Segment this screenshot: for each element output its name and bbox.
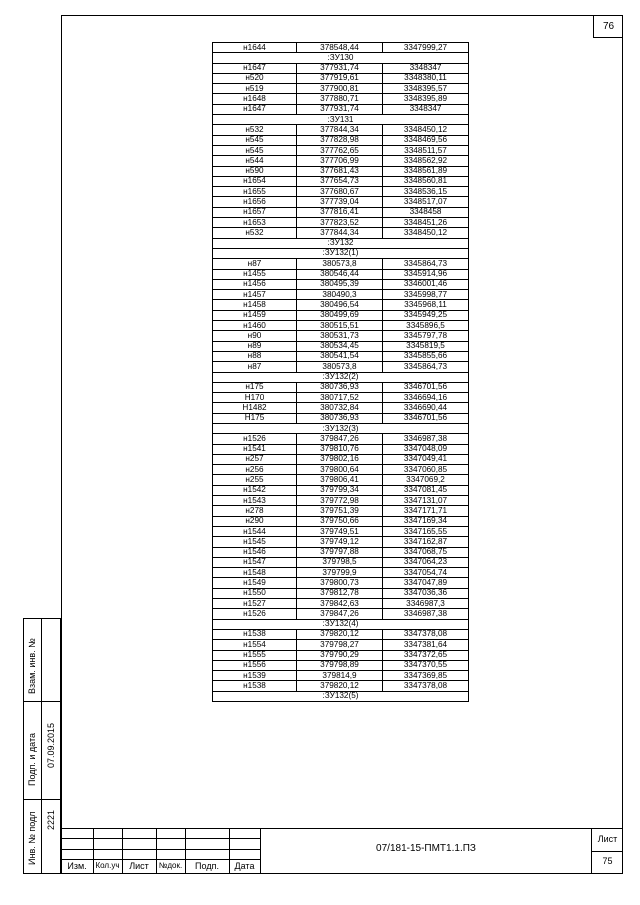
section-header-row xyxy=(213,238,469,248)
coord-y: 3347369,85 xyxy=(383,671,469,681)
point-name: н1456 xyxy=(213,279,297,289)
point-name: н1647 xyxy=(213,63,297,73)
coord-y: 3347169,34 xyxy=(383,516,469,526)
point-name: н1460 xyxy=(213,321,297,331)
section-label: :ЗУ132 xyxy=(213,238,469,248)
table-row xyxy=(213,454,469,464)
section-label: :ЗУ132(3) xyxy=(213,423,469,433)
coord-y: 3346987,3 xyxy=(383,599,469,609)
coord-y: 3345864,73 xyxy=(383,259,469,269)
header-podp: Подп. xyxy=(195,861,219,871)
coord-x: 380546,44 xyxy=(297,269,383,279)
coord-y: 3348536,15 xyxy=(383,187,469,197)
coord-y: 3348395,57 xyxy=(383,84,469,94)
table-row xyxy=(213,485,469,495)
point-name: н590 xyxy=(213,166,297,176)
point-name: н519 xyxy=(213,84,297,94)
inv-value: 2221 xyxy=(46,809,56,830)
coord-x: 379800,73 xyxy=(297,578,383,588)
point-name: н90 xyxy=(213,331,297,341)
coord-y: 3348450,12 xyxy=(383,125,469,135)
coord-y: 3347171,71 xyxy=(383,506,469,516)
table-row xyxy=(213,166,469,176)
coord-x: 377654,73 xyxy=(297,176,383,186)
document-code: 07/181-15-ПМТ1.1.ПЗ xyxy=(376,843,476,854)
coord-y: 3345949,25 xyxy=(383,310,469,320)
inv-label: Инв. № подл xyxy=(27,811,37,865)
point-name: н278 xyxy=(213,506,297,516)
coord-y: 3348395,89 xyxy=(383,94,469,104)
table-row xyxy=(213,290,469,300)
coord-y: 3348562,92 xyxy=(383,156,469,166)
table-row xyxy=(213,629,469,639)
point-name: н1526 xyxy=(213,609,297,619)
point-name: н89 xyxy=(213,341,297,351)
coord-y: 3346987,38 xyxy=(383,609,469,619)
coord-x: 379810,76 xyxy=(297,444,383,454)
point-name: н1539 xyxy=(213,671,297,681)
coord-y: 3346701,56 xyxy=(383,413,469,423)
point-name: н1457 xyxy=(213,290,297,300)
coord-x: 379820,12 xyxy=(297,629,383,639)
coord-y: 3347047,89 xyxy=(383,578,469,588)
table-row xyxy=(213,599,469,609)
point-name: н1653 xyxy=(213,218,297,228)
coord-x: 379799,34 xyxy=(297,485,383,495)
coord-x: 377900,81 xyxy=(297,84,383,94)
coord-x: 377931,74 xyxy=(297,63,383,73)
point-name: н1455 xyxy=(213,269,297,279)
podp-label: Подп. и дата xyxy=(27,732,37,786)
coord-y: 3347048,09 xyxy=(383,444,469,454)
table-row xyxy=(213,321,469,331)
point-name: Н170 xyxy=(213,393,297,403)
coord-x: 377844,34 xyxy=(297,228,383,238)
coord-x: 379842,63 xyxy=(297,599,383,609)
point-name: н1546 xyxy=(213,547,297,557)
coord-x: 380534,45 xyxy=(297,341,383,351)
coord-y: 3345968,11 xyxy=(383,300,469,310)
table-row xyxy=(213,393,469,403)
point-name: н544 xyxy=(213,156,297,166)
coord-x: 379820,12 xyxy=(297,681,383,691)
header-data: Дата xyxy=(234,861,255,871)
table-row xyxy=(213,382,469,392)
section-header-row xyxy=(213,619,469,629)
coord-x: 379797,88 xyxy=(297,547,383,557)
coord-x: 379750,66 xyxy=(297,516,383,526)
coord-x: 380736,93 xyxy=(297,413,383,423)
coord-x: 380499,69 xyxy=(297,310,383,320)
coord-y: 3346694,16 xyxy=(383,393,469,403)
sheet-label: Лист xyxy=(597,834,618,844)
coord-y: 3346987,38 xyxy=(383,434,469,444)
table-row xyxy=(213,588,469,598)
table-row xyxy=(213,506,469,516)
coord-x: 380531,73 xyxy=(297,331,383,341)
coord-x: 379798,89 xyxy=(297,660,383,670)
coord-y: 3345914,96 xyxy=(383,269,469,279)
coord-y: 3346690,44 xyxy=(383,403,469,413)
coord-y: 3345797,78 xyxy=(383,331,469,341)
point-name: н1657 xyxy=(213,207,297,217)
podp-date: 07.09.2015 xyxy=(46,722,56,768)
table-row xyxy=(213,187,469,197)
coord-x: 377680,67 xyxy=(297,187,383,197)
point-name: н257 xyxy=(213,454,297,464)
coord-x: 379790,29 xyxy=(297,650,383,660)
point-name: н1459 xyxy=(213,310,297,320)
coord-x: 377844,34 xyxy=(297,125,383,135)
coord-x: 379798,27 xyxy=(297,640,383,650)
coord-x: 377823,52 xyxy=(297,218,383,228)
point-name: н1555 xyxy=(213,650,297,660)
sheet-number: 75 xyxy=(602,856,613,866)
table-row xyxy=(213,475,469,485)
coord-y: 3347131,07 xyxy=(383,496,469,506)
table-row xyxy=(213,568,469,578)
point-name: н1538 xyxy=(213,629,297,639)
point-name: н290 xyxy=(213,516,297,526)
table-row xyxy=(213,145,469,155)
coord-y: 3348450,12 xyxy=(383,228,469,238)
table-row xyxy=(213,465,469,475)
section-header-row xyxy=(213,691,469,701)
coord-y: 3347081,45 xyxy=(383,485,469,495)
coord-y: 3348469,56 xyxy=(383,135,469,145)
point-name: н1648 xyxy=(213,94,297,104)
table-row xyxy=(213,547,469,557)
section-header-row xyxy=(213,248,469,258)
coord-x: 379749,12 xyxy=(297,537,383,547)
section-header-row xyxy=(213,423,469,433)
coord-y: 3348347 xyxy=(383,104,469,114)
coord-x: 378548,44 xyxy=(297,43,383,53)
table-row xyxy=(213,537,469,547)
table-row xyxy=(213,351,469,361)
point-name: н87 xyxy=(213,259,297,269)
point-name: н1548 xyxy=(213,568,297,578)
coord-x: 380573,8 xyxy=(297,259,383,269)
coord-y: 3348517,07 xyxy=(383,197,469,207)
point-name: н545 xyxy=(213,135,297,145)
coord-y: 3347378,08 xyxy=(383,681,469,691)
table-row xyxy=(213,362,469,372)
vzam-label: Взам. инв. № xyxy=(27,638,37,694)
coord-x: 379802,16 xyxy=(297,454,383,464)
point-name: н545 xyxy=(213,145,297,155)
point-name: н1541 xyxy=(213,444,297,454)
table-row xyxy=(213,526,469,536)
point-name: Н175 xyxy=(213,413,297,423)
coord-y: 3347381,64 xyxy=(383,640,469,650)
table-row xyxy=(213,259,469,269)
table-row xyxy=(213,516,469,526)
coord-x: 377762,65 xyxy=(297,145,383,155)
section-label: :ЗУ131 xyxy=(213,115,469,125)
point-name: н1545 xyxy=(213,537,297,547)
coord-x: 379749,51 xyxy=(297,526,383,536)
coord-y: 3347165,55 xyxy=(383,526,469,536)
coord-x: 380736,93 xyxy=(297,382,383,392)
point-name: Н1482 xyxy=(213,403,297,413)
coord-y: 3347068,75 xyxy=(383,547,469,557)
table-row xyxy=(213,681,469,691)
coord-y: 3348560,81 xyxy=(383,176,469,186)
coord-y: 3345998,77 xyxy=(383,290,469,300)
table-row xyxy=(213,73,469,83)
coord-x: 377919,61 xyxy=(297,73,383,83)
coord-x: 380573,8 xyxy=(297,362,383,372)
point-name: н1550 xyxy=(213,588,297,598)
point-name: н256 xyxy=(213,465,297,475)
coord-x: 379812,78 xyxy=(297,588,383,598)
point-name: н1547 xyxy=(213,557,297,567)
title-block xyxy=(61,828,623,874)
header-list: Лист xyxy=(129,861,149,871)
point-name: н1655 xyxy=(213,187,297,197)
coord-y: 3347162,87 xyxy=(383,537,469,547)
point-name: н532 xyxy=(213,228,297,238)
table-row xyxy=(213,228,469,238)
coord-y: 3348380,11 xyxy=(383,73,469,83)
point-name: н1556 xyxy=(213,660,297,670)
point-name: н520 xyxy=(213,73,297,83)
section-label: :ЗУ132(5) xyxy=(213,691,469,701)
table-row xyxy=(213,640,469,650)
coord-x: 377816,41 xyxy=(297,207,383,217)
coord-y: 3348451,26 xyxy=(383,218,469,228)
coord-y: 3347372,65 xyxy=(383,650,469,660)
table-row xyxy=(213,104,469,114)
header-izm: Изм. xyxy=(67,861,87,871)
coord-y: 3347064,23 xyxy=(383,557,469,567)
coord-y: 3348347 xyxy=(383,63,469,73)
coord-x: 380495,39 xyxy=(297,279,383,289)
coord-y: 3347378,08 xyxy=(383,629,469,639)
page-number-top: 76 xyxy=(593,15,623,38)
table-row xyxy=(213,403,469,413)
table-row xyxy=(213,331,469,341)
coord-y: 3348458 xyxy=(383,207,469,217)
coord-x: 380717,52 xyxy=(297,393,383,403)
point-name: н1644 xyxy=(213,43,297,53)
table-row xyxy=(213,310,469,320)
point-name: н1526 xyxy=(213,434,297,444)
table-row xyxy=(213,156,469,166)
table-row xyxy=(213,125,469,135)
point-name: н1647 xyxy=(213,104,297,114)
table-row xyxy=(213,660,469,670)
table-row xyxy=(213,444,469,454)
side-stamp xyxy=(23,618,61,874)
point-name: н1549 xyxy=(213,578,297,588)
section-header-row xyxy=(213,372,469,382)
coord-x: 379772,98 xyxy=(297,496,383,506)
coord-x: 380496,54 xyxy=(297,300,383,310)
point-name: н175 xyxy=(213,382,297,392)
table-row xyxy=(213,671,469,681)
table-row xyxy=(213,300,469,310)
point-name: н1554 xyxy=(213,640,297,650)
coord-y: 3345819,5 xyxy=(383,341,469,351)
table-row xyxy=(213,434,469,444)
point-name: н1538 xyxy=(213,681,297,691)
table-row xyxy=(213,496,469,506)
coord-y: 3348561,89 xyxy=(383,166,469,176)
table-row xyxy=(213,135,469,145)
point-name: н1458 xyxy=(213,300,297,310)
coord-y: 3347036,36 xyxy=(383,588,469,598)
section-label: :ЗУ130 xyxy=(213,53,469,63)
coord-x: 377880,71 xyxy=(297,94,383,104)
coord-y: 3347060,85 xyxy=(383,465,469,475)
coord-y: 3346001,46 xyxy=(383,279,469,289)
point-name: н87 xyxy=(213,362,297,372)
coord-y: 3348511,57 xyxy=(383,145,469,155)
coord-y: 3347999,27 xyxy=(383,43,469,53)
table-row xyxy=(213,269,469,279)
section-header-row xyxy=(213,53,469,63)
table-row xyxy=(213,341,469,351)
coord-x: 377931,74 xyxy=(297,104,383,114)
table-row xyxy=(213,84,469,94)
table-row xyxy=(213,578,469,588)
table-row xyxy=(213,413,469,423)
coord-x: 379847,26 xyxy=(297,434,383,444)
coord-x: 379814,9 xyxy=(297,671,383,681)
coord-y: 3347054,74 xyxy=(383,568,469,578)
coord-y: 3347049,41 xyxy=(383,454,469,464)
coord-x: 380541,54 xyxy=(297,351,383,361)
table-row xyxy=(213,609,469,619)
point-name: н1544 xyxy=(213,526,297,536)
coord-x: 377828,98 xyxy=(297,135,383,145)
coord-y: 3347370,55 xyxy=(383,660,469,670)
header-ndok: №док. xyxy=(158,861,183,870)
coord-x: 380490,3 xyxy=(297,290,383,300)
section-label: :ЗУ132(4) xyxy=(213,619,469,629)
table-row xyxy=(213,43,469,53)
table-row xyxy=(213,218,469,228)
table-row xyxy=(213,207,469,217)
coord-y: 3347069,2 xyxy=(383,475,469,485)
coord-y: 3345864,73 xyxy=(383,362,469,372)
section-label: :ЗУ132(1) xyxy=(213,248,469,258)
point-name: н1654 xyxy=(213,176,297,186)
table-row xyxy=(213,279,469,289)
coord-x: 379847,26 xyxy=(297,609,383,619)
coord-x: 377681,43 xyxy=(297,166,383,176)
table-row xyxy=(213,557,469,567)
point-name: н1543 xyxy=(213,496,297,506)
point-name: н1656 xyxy=(213,197,297,207)
header-kol-uch: Кол.уч xyxy=(95,861,120,870)
coordinates-table xyxy=(212,42,469,702)
table-row xyxy=(213,94,469,104)
point-name: н88 xyxy=(213,351,297,361)
coord-x: 379798,5 xyxy=(297,557,383,567)
coord-x: 377739,04 xyxy=(297,197,383,207)
point-name: н532 xyxy=(213,125,297,135)
section-header-row xyxy=(213,115,469,125)
coord-x: 379799,9 xyxy=(297,568,383,578)
table-row xyxy=(213,197,469,207)
point-name: н1527 xyxy=(213,599,297,609)
section-label: :ЗУ132(2) xyxy=(213,372,469,382)
table-row xyxy=(213,63,469,73)
table-row xyxy=(213,650,469,660)
coord-y: 3345855,66 xyxy=(383,351,469,361)
coord-y: 3345896,5 xyxy=(383,321,469,331)
coord-x: 380732,84 xyxy=(297,403,383,413)
coord-x: 379800,64 xyxy=(297,465,383,475)
coord-x: 380515,51 xyxy=(297,321,383,331)
table-row xyxy=(213,176,469,186)
coord-y: 3346701,56 xyxy=(383,382,469,392)
coord-x: 377706,99 xyxy=(297,156,383,166)
coord-x: 379806,41 xyxy=(297,475,383,485)
point-name: н255 xyxy=(213,475,297,485)
point-name: н1542 xyxy=(213,485,297,495)
coord-x: 379751,39 xyxy=(297,506,383,516)
